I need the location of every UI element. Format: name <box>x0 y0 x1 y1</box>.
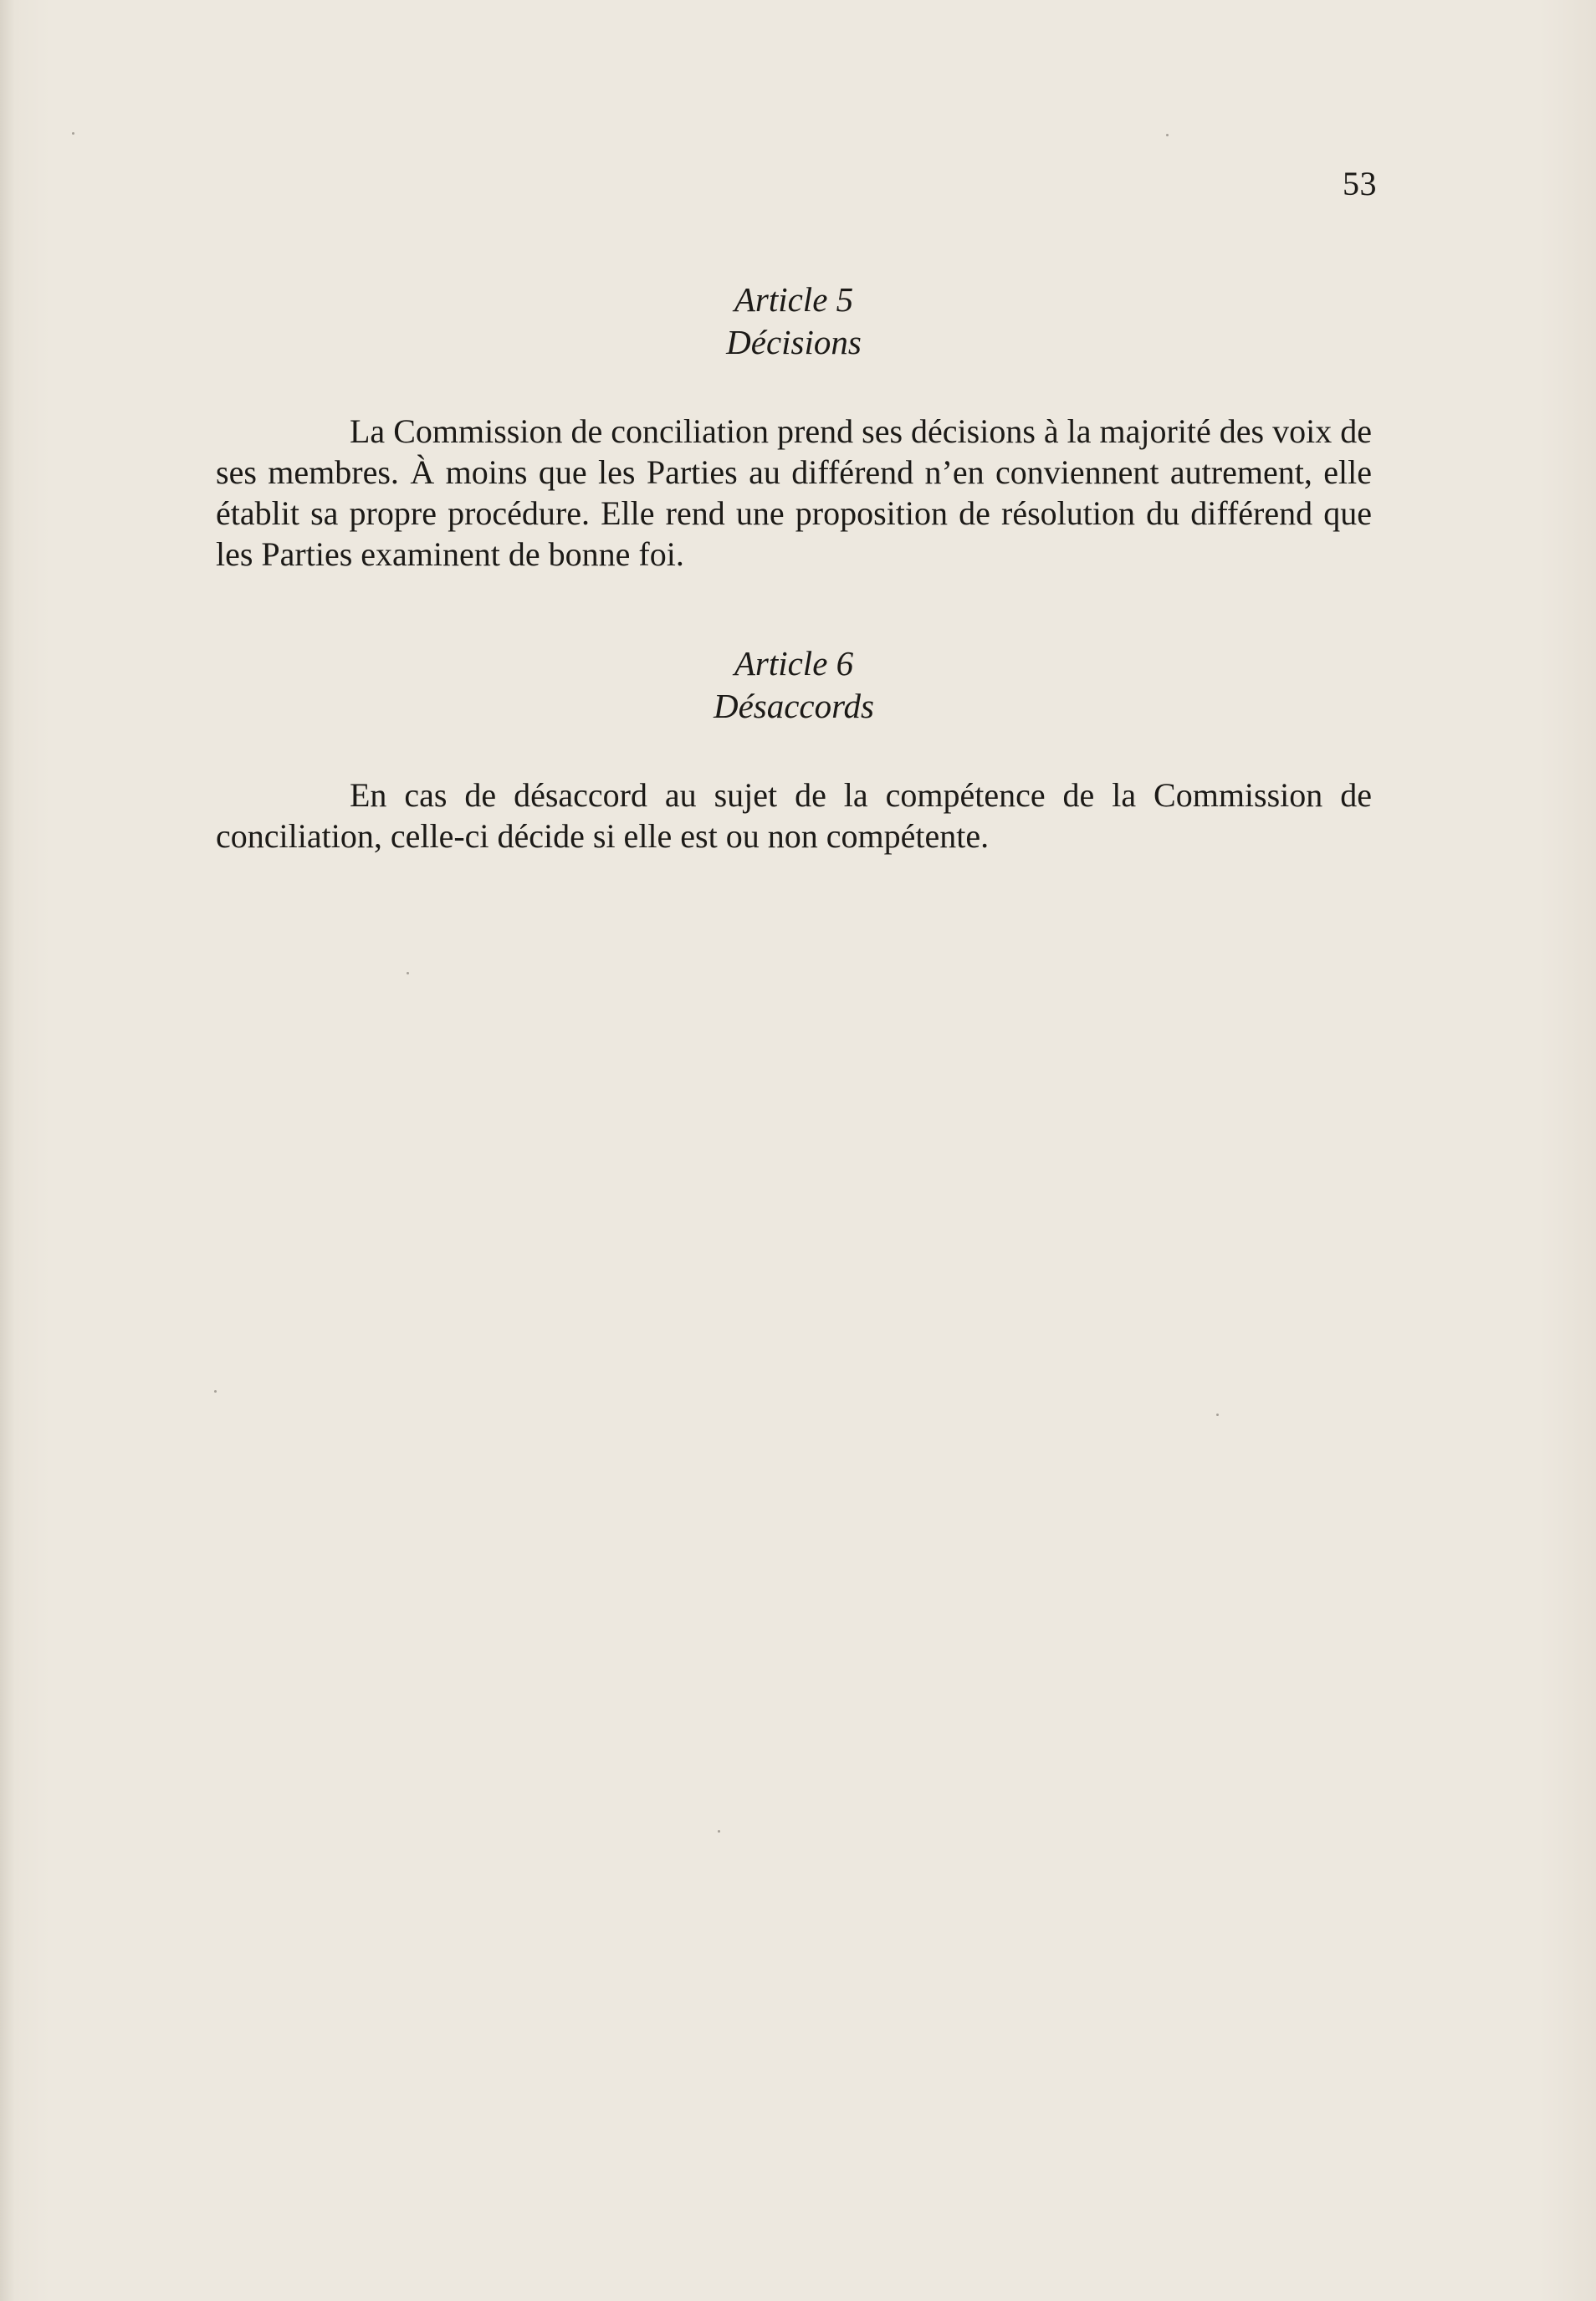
scan-speck <box>1216 1414 1219 1416</box>
article-body: La Commission de conciliation prend ses décisions à la majorité des voix de ses membres. À moins que les Parties au différend n’en conviennent autrement, elle établit sa propre procédure. Elle rend une proposition de résolution du différend que les Parties examinent de bonne foi. <box>216 412 1372 573</box>
article-title: Désaccords <box>713 687 875 725</box>
scan-speck <box>407 972 409 974</box>
page-number: 53 <box>1343 165 1377 202</box>
article-title: Décisions <box>726 323 862 361</box>
scan-speck <box>72 132 74 135</box>
article-number: Article 5 <box>734 280 854 319</box>
scan-speck <box>1166 134 1169 136</box>
article-number: Article 6 <box>734 644 854 683</box>
article-6 <box>216 642 1372 890</box>
scan-speck <box>718 1830 720 1833</box>
scan-speck <box>214 1390 217 1393</box>
article-5 <box>216 279 1372 608</box>
article-body: En cas de désaccord au sujet de la compétence de la Commission de conciliation, celle-ci décide si elle est ou non compétente. <box>216 776 1372 855</box>
